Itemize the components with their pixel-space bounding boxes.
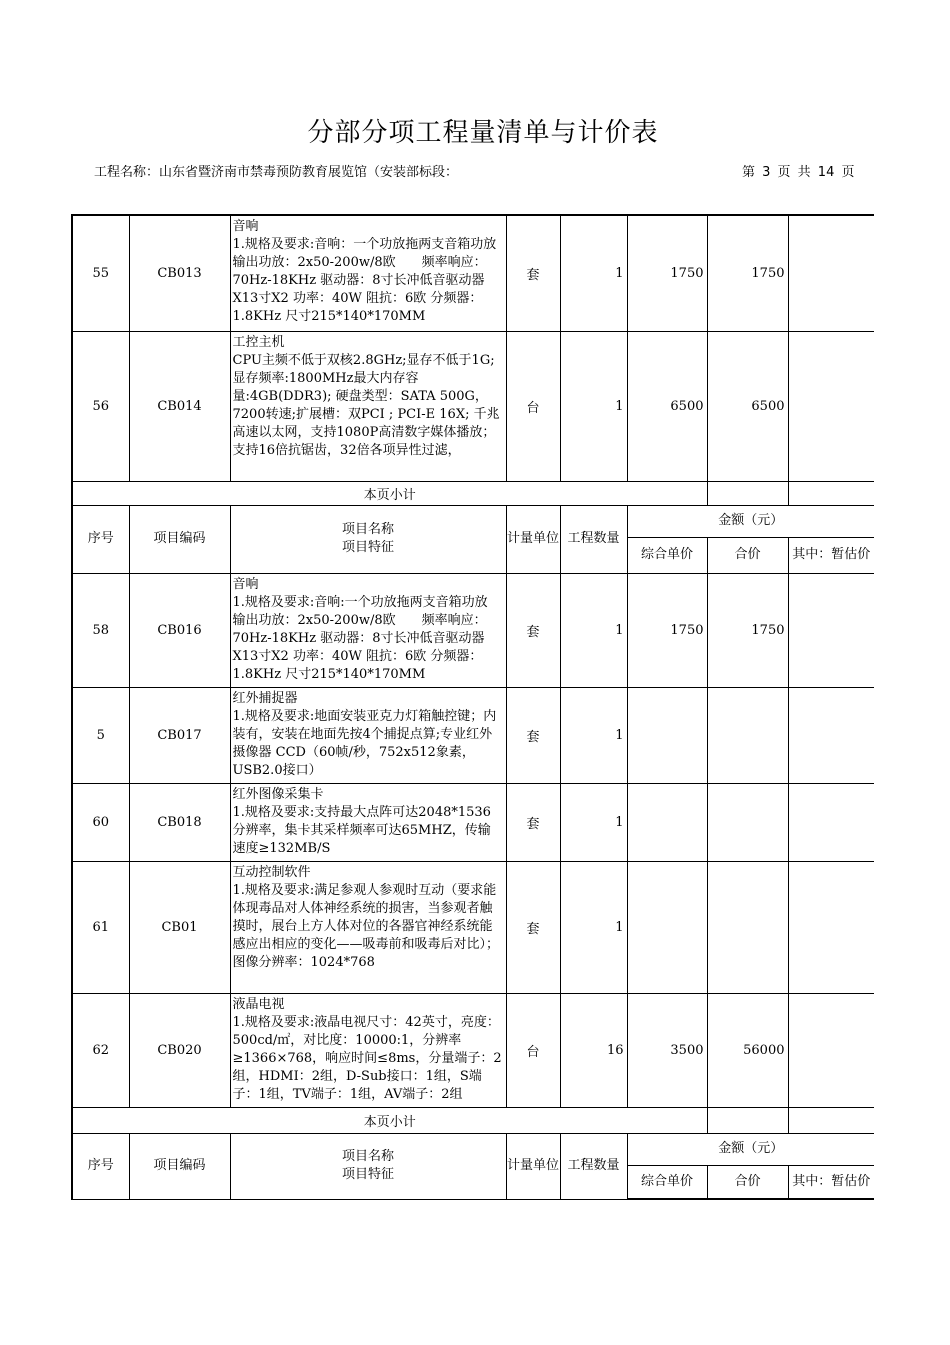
row-code: CB018 — [129, 783, 230, 861]
header-code: 项目编码 — [129, 1133, 230, 1199]
row-provisional — [788, 783, 874, 861]
subtotal-row — [72, 481, 874, 505]
table-row — [72, 573, 874, 687]
row-unit: 台 — [506, 993, 560, 1107]
header-amount: 金额（元） — [627, 1133, 874, 1165]
row-qty: 1 — [560, 215, 627, 331]
row-total: 1750 — [707, 573, 788, 687]
bill-table — [71, 214, 874, 1200]
row-price: 3500 — [627, 993, 707, 1107]
row-total — [707, 783, 788, 861]
header-name — [230, 1133, 506, 1199]
table-row — [72, 687, 874, 783]
row-unit: 台 — [506, 331, 560, 481]
row-total — [707, 687, 788, 783]
project-name: 工程名称：山东省暨济南市禁毒预防教育展览馆（安装部标段： — [94, 165, 459, 180]
row-desc: 工控主机 CPU主频不低于双核2.8GHz;显存不低于1G;显存频率:1800MHz最大内存容量:4GB(DDR3); 硬盘类型：SATA 500G，7200转速;扩展槽：双PCI ; PCI-E 16X; 千兆高速以太网，支持1080P高清数字媒体播放；支持16倍抗锯齿，32倍各项异性过滤， — [230, 331, 506, 481]
subtotal-row — [72, 1107, 874, 1133]
row-provisional — [788, 993, 874, 1107]
row-no: 61 — [72, 861, 129, 993]
row-code: CB014 — [129, 331, 230, 481]
row-code: CB020 — [129, 993, 230, 1107]
header-code: 项目编码 — [129, 505, 230, 573]
header-no: 序号 — [72, 505, 129, 573]
row-unit: 套 — [506, 573, 560, 687]
row-total: 6500 — [707, 331, 788, 481]
table-row — [72, 993, 874, 1107]
row-price: 1750 — [627, 215, 707, 331]
row-no: 56 — [72, 331, 129, 481]
header-unit: 计量单位 — [506, 1133, 560, 1199]
row-provisional — [788, 861, 874, 993]
row-no: 58 — [72, 573, 129, 687]
row-price: 6500 — [627, 331, 707, 481]
row-price — [627, 783, 707, 861]
header-unit: 计量单位 — [506, 505, 560, 573]
row-no: 62 — [72, 993, 129, 1107]
row-total: 1750 — [707, 215, 788, 331]
row-unit: 套 — [506, 215, 560, 331]
row-code: CB01 — [129, 861, 230, 993]
subtotal-total — [707, 481, 788, 505]
row-desc: 液晶电视 1.规格及要求:液晶电视尺寸：42英寸，亮度：500cd/㎡，对比度：10000:1，分辨率≥1366×768，响应时间≤8ms，分量端子：2组，HDMI：2组，D-Sub接口：1组，S端子：1组，TV端子：1组，AV端子：2组 — [230, 993, 506, 1107]
row-unit: 套 — [506, 783, 560, 861]
row-price — [627, 687, 707, 783]
header-total: 合价 — [707, 1165, 788, 1199]
subtotal-label: 本页小计 — [72, 1107, 707, 1133]
row-qty: 16 — [560, 993, 627, 1107]
row-no: 60 — [72, 783, 129, 861]
table-row — [72, 783, 874, 861]
row-total: 56000 — [707, 993, 788, 1107]
header-qty: 工程数量 — [560, 1133, 627, 1199]
row-code: CB017 — [129, 687, 230, 783]
header-amount: 金额（元） — [627, 505, 874, 537]
row-unit: 套 — [506, 861, 560, 993]
row-desc: 红外捕捉器 1.规格及要求:地面安装亚克力灯箱触控键；内装有，安装在地面先按4个捕捉点算;专业红外摄像器 CCD（60帧/秒，752x512象素，USB2.0接口） — [230, 687, 506, 783]
row-code: CB013 — [129, 215, 230, 331]
row-desc: 互动控制软件 1.规格及要求:满足参观人参观时互动（要求能体现毒品对人体神经系统的损害，当参观者触摸时，展台上方人体对位的各器官神经系统能感应出相应的变化——吸毒前和吸毒后对比）；图像分辨率：1024*768 — [230, 861, 506, 993]
row-no: 55 — [72, 215, 129, 331]
subtotal-provisional — [788, 1107, 874, 1133]
row-qty: 1 — [560, 573, 627, 687]
table-row — [72, 861, 874, 993]
header-name-line1: 项目名称 — [341, 1149, 394, 1164]
subtotal-label: 本页小计 — [72, 481, 707, 505]
row-no: 5 — [72, 687, 129, 783]
subtotal-total — [707, 1107, 788, 1133]
row-desc: 红外图像采集卡 1.规格及要求:支持最大点阵可达2048*1536分辨率，集卡其采样频率可达65MHZ，传输速度≥132MB/S — [230, 783, 506, 861]
row-price: 1750 — [627, 573, 707, 687]
row-unit: 套 — [506, 687, 560, 783]
row-provisional — [788, 573, 874, 687]
header-provisional: 其中：暂估价 — [788, 1165, 874, 1199]
table-row — [72, 215, 874, 331]
header-provisional: 其中：暂估价 — [788, 537, 874, 573]
row-provisional — [788, 687, 874, 783]
row-code: CB016 — [129, 573, 230, 687]
header-name-line2: 项目特征 — [341, 540, 394, 555]
header-row — [72, 1133, 874, 1165]
header-unit-price: 综合单价 — [627, 537, 707, 573]
row-qty: 1 — [560, 687, 627, 783]
header-name-line1: 项目名称 — [341, 522, 394, 537]
header-no: 序号 — [72, 1133, 129, 1199]
header-unit-price: 综合单价 — [627, 1165, 707, 1199]
header-qty: 工程数量 — [560, 505, 627, 573]
subtotal-provisional — [788, 481, 874, 505]
row-provisional — [788, 215, 874, 331]
page-title: 分部分项工程量清单与计价表 — [307, 118, 659, 148]
row-qty: 1 — [560, 861, 627, 993]
header-row — [72, 505, 874, 537]
header-name — [230, 505, 506, 573]
table-row — [72, 331, 874, 481]
row-qty: 1 — [560, 783, 627, 861]
row-price — [627, 861, 707, 993]
row-desc: 音响 1.规格及要求:音响：一个功放拖两支音箱功放 输出功放：2x50-200w/8欧 频率响应：70Hz-18KHz 驱动器：8寸长冲低音驱动器X13寸X2 功率：40W 阻抗：6欧 分频器：1.8KHz 尺寸215*140*170MM — [230, 215, 506, 331]
row-provisional — [788, 331, 874, 481]
header-name-line2: 项目特征 — [341, 1167, 394, 1182]
page-info: 第 3 页 共 14 页 — [742, 165, 855, 180]
row-qty: 1 — [560, 331, 627, 481]
row-total — [707, 861, 788, 993]
row-desc: 音响 1.规格及要求:音响:一个功放拖两支音箱功放 输出功放：2x50-200w/8欧 频率响应：70Hz-18KHz 驱动器：8寸长冲低音驱动器X13寸X2 功率：40W 阻抗：6欧 分频器：1.8KHz 尺寸215*140*170MM — [230, 573, 506, 687]
header-total: 合价 — [707, 537, 788, 573]
